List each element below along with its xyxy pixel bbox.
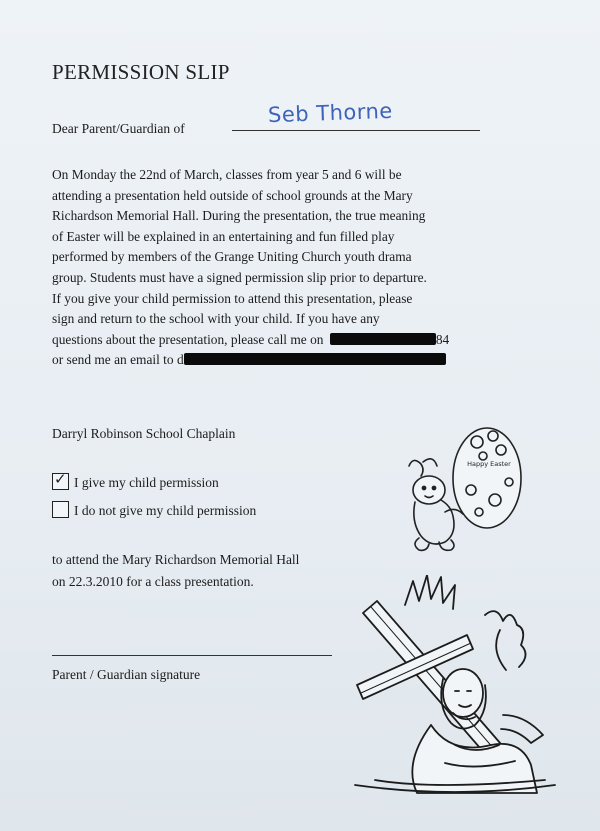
phone-line <box>52 330 522 351</box>
easter-bunny-egg-illustration <box>405 420 530 580</box>
attend-line: on 22.3.2010 for a class presentation. <box>52 574 254 589</box>
signature-line[interactable] <box>52 655 332 656</box>
phone-suffix: 84 <box>435 331 450 347</box>
signature-label: Parent / Guardian signature <box>52 667 201 682</box>
egg-text: Happy Easter <box>467 460 511 468</box>
option-give-permission[interactable] <box>52 470 219 491</box>
name-line <box>232 130 480 131</box>
check-icon: ✓ <box>54 470 67 488</box>
attend-line: to attend the Mary Richardson Memorial Hall <box>52 552 300 567</box>
checkbox-checked[interactable] <box>52 470 69 490</box>
body-line: On Monday the 22nd of March, classes from year 5 and 6 will be <box>52 167 402 182</box>
phone-line-text: questions about the presentation, please call me on <box>52 331 324 347</box>
option-deny-permission[interactable] <box>52 501 256 519</box>
body-line: Richardson Memorial Hall. During the presentation, the true meaning <box>52 208 426 224</box>
body-line: sign and return to the school with your child. If you have any <box>52 311 380 327</box>
dear-label: Dear Parent/Guardian of <box>52 121 185 136</box>
redacted-email <box>184 353 446 365</box>
email-line <box>52 350 522 371</box>
email-line-text: or send me an email to d <box>52 352 184 368</box>
body-line: of Easter will be explained in an entertaining and fun filled play <box>52 228 395 244</box>
body-line: group. Students must have a signed permission slip prior to departure. <box>52 269 427 285</box>
page-title: PERMISSION SLIP <box>52 60 230 84</box>
signoff: Darryl Robinson School Chaplain <box>52 426 236 441</box>
child-name-handwritten: Seb Thorne <box>267 98 394 128</box>
attend-text <box>52 549 299 593</box>
letter-body <box>52 165 522 371</box>
checkbox-unchecked[interactable] <box>52 501 69 518</box>
body-line: performed by members of the Grange Uniting Church youth drama <box>52 249 412 265</box>
body-line: attending a presentation held outside of school grounds at the Mary <box>52 187 413 203</box>
cross-bearing-illustration <box>335 575 565 800</box>
redacted-phone <box>330 333 436 345</box>
body-line: If you give your child permission to attend this presentation, please <box>52 290 413 306</box>
option-label: I give my child permission <box>74 475 219 490</box>
option-label: I do not give my child permission <box>74 503 257 518</box>
